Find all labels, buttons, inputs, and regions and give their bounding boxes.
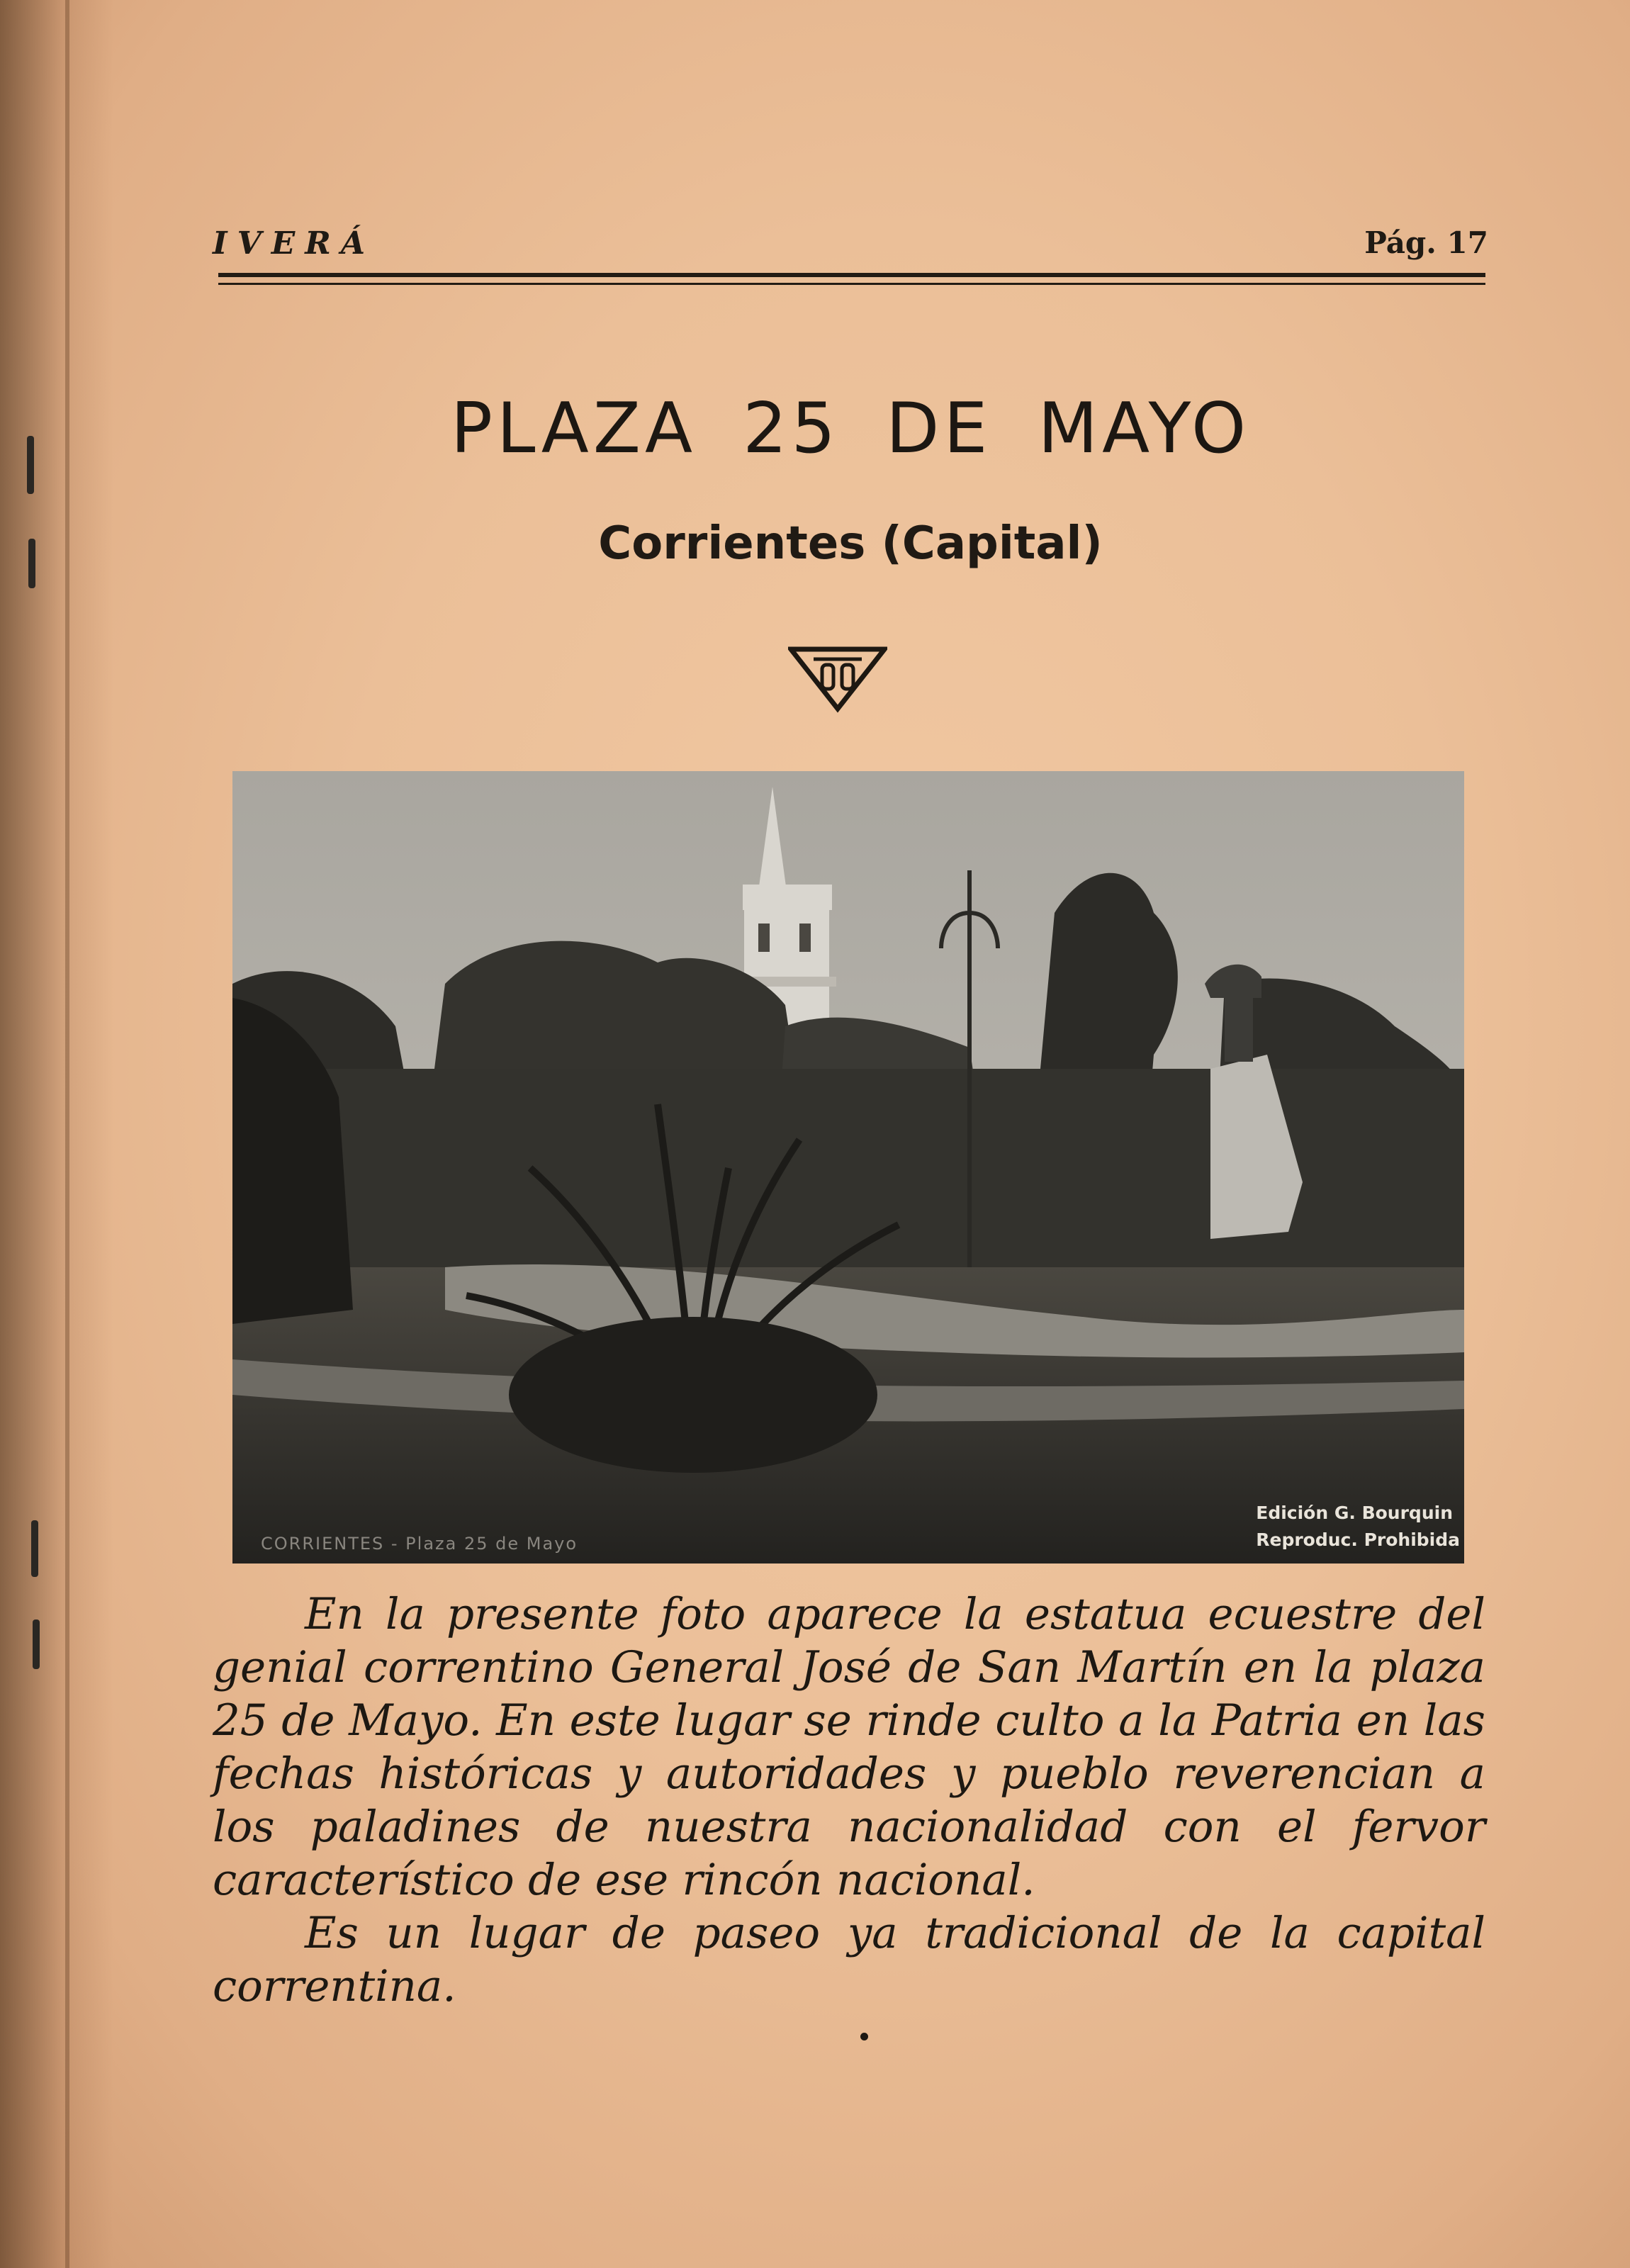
photo-credit-line1: Edición G. Bourquin [1256, 1503, 1453, 1523]
publisher-emblem-icon [788, 642, 887, 713]
binding-stitch [31, 1520, 38, 1577]
page-fold [65, 0, 69, 2268]
body-paragraph-2: Es un lugar de paseo ya tradicional de la capital correntina. [213, 1908, 1485, 2011]
plaza-photo-image [232, 771, 1464, 1564]
photo-credit-line2: Reproduc. Prohibida [1256, 1529, 1460, 1550]
body-paragraph-1: En la presente foto aparece la estatua ecuestre del genial correntino General José de San Martín en la plaza 25 de Mayo. En este lugar se rinde culto a la Patria en las fechas históricas y autoridades y pueblo reverencian a los paladines de nuestra nacionalidad con el fervor característico de ese rincón nacional. [213, 1589, 1485, 1905]
header-rule-thick [218, 273, 1485, 277]
header-rule-thin [218, 283, 1485, 285]
article-body [213, 1588, 1485, 2013]
page-number: Pág. 17 [1364, 225, 1488, 260]
photo-credit [1256, 1500, 1460, 1554]
page-title: PLAZA 25 DE MAYO [450, 388, 1251, 469]
running-title: IVERÁ [213, 225, 375, 262]
binding-stitch [28, 539, 35, 588]
binding-stitch [27, 436, 34, 494]
plaza-photograph [232, 771, 1464, 1564]
running-header [213, 225, 1488, 268]
binding-stitch [33, 1619, 40, 1669]
page-subtitle: Corrientes (Capital) [598, 517, 1103, 570]
ornament-dot [860, 2033, 868, 2040]
photo-caption: CORRIENTES - Plaza 25 de Mayo [261, 1534, 578, 1554]
gutter-shadow [0, 0, 113, 2268]
